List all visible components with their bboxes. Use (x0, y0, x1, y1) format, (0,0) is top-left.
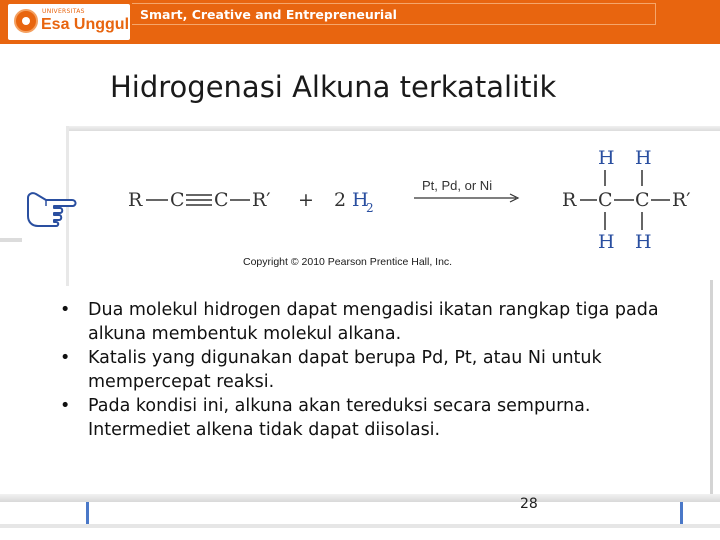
reactant-c2: C (214, 189, 229, 211)
university-seal-icon (14, 9, 38, 33)
reactant-c1: C (170, 189, 185, 211)
h2-subscript: 2 (366, 201, 374, 215)
logo-name: Esa Unggul (41, 16, 130, 33)
tagline: Smart, Creative and Entrepreneurial (140, 7, 397, 22)
h2-coefficient: 2 (334, 189, 347, 211)
decorative-line (710, 280, 713, 500)
decorative-line (0, 238, 22, 242)
product-h-bottom-1: H (598, 231, 615, 253)
decorative-line (86, 502, 89, 524)
bullet-dot: • (60, 396, 71, 416)
reactant-r: R (128, 189, 143, 211)
bullet-dot: • (60, 300, 71, 320)
reactant-r-prime: R′ (252, 189, 271, 211)
plus-sign: + (298, 189, 314, 211)
product-h-top-1: H (598, 147, 615, 169)
decorative-line (66, 126, 720, 131)
decorative-line (0, 524, 720, 528)
logo (8, 4, 130, 40)
list-item (60, 394, 680, 442)
catalyst-label: Pt, Pd, or Ni (422, 178, 493, 193)
product-r: R (562, 189, 577, 211)
product-c1: C (598, 189, 613, 211)
list-item (60, 298, 680, 346)
product-h-top-2: H (635, 147, 652, 169)
bullet-text: Katalis yang digunakan dapat berupa Pd, Pt, atau Ni untuk mempercepat reaksi. (88, 348, 602, 392)
decorative-line (0, 494, 720, 502)
page-number: 28 (520, 496, 538, 512)
bullet-text: Dua molekul hidrogen dapat mengadisi ikatan rangkap tiga pada alkuna membentuk molekul alkana. (88, 300, 659, 344)
reaction-scheme (120, 140, 710, 270)
slide-title: Hidrogenasi Alkuna terkatalitik (110, 70, 557, 104)
decorative-line (680, 502, 683, 524)
product-h-bottom-2: H (635, 231, 652, 253)
bullet-list (60, 298, 680, 442)
bullet-text: Pada kondisi ini, alkuna akan tereduksi secara sempurna. Intermediet alkena tidak dapat diisolasi. (88, 396, 591, 440)
pointing-hand-icon (24, 188, 80, 228)
logo-small-text: UNIVERSITAS (42, 8, 85, 15)
list-item (60, 346, 680, 394)
bullet-dot: • (60, 348, 71, 368)
header-bar (0, 0, 720, 44)
product-r-prime: R′ (672, 189, 691, 211)
product-c2: C (635, 189, 650, 211)
copyright-note: Copyright © 2010 Pearson Prentice Hall, Inc. (243, 256, 453, 268)
h2-symbol: H (352, 189, 369, 211)
